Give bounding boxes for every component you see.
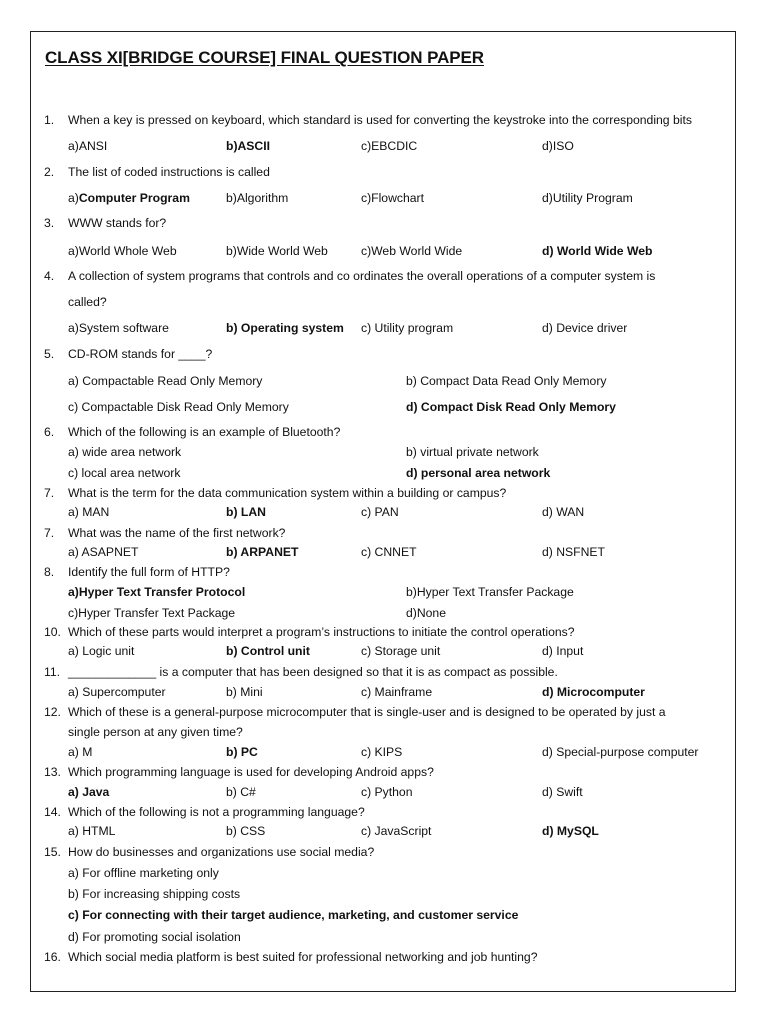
option: c) local area network	[68, 466, 181, 480]
option-correct: a) Java	[68, 785, 110, 799]
option-correct: d) personal area network	[406, 466, 551, 480]
option: c)Hyper Transfer Text Package	[68, 606, 236, 620]
question-number: 4.	[44, 269, 55, 283]
option: d) Swift	[542, 785, 583, 799]
option-correct: b) Operating system	[226, 321, 344, 335]
option: a)World Whole Web	[68, 244, 177, 258]
option: c)Flowchart	[361, 191, 424, 205]
option: b) C#	[226, 785, 256, 799]
option-correct: b) LAN	[226, 505, 266, 519]
question-text: What was the name of the first network?	[68, 526, 286, 540]
option: c) PAN	[361, 505, 399, 519]
question-text: A collection of system programs that controls and co ordinates the overall operations of a computer system is	[68, 269, 656, 283]
question-number: 7.	[44, 486, 55, 500]
correct-answer: Computer Program	[78, 191, 190, 205]
question-text: Which of the following is an example of Bluetooth?	[68, 425, 341, 439]
question-number: 13.	[44, 765, 61, 779]
question-number: 2.	[44, 165, 55, 179]
question-text: Which of the following is not a programming language?	[68, 805, 365, 819]
option: a) M	[68, 745, 93, 759]
question-text: WWW stands for?	[68, 216, 167, 230]
option: c) Utility program	[361, 321, 454, 335]
option: b)Wide World Web	[226, 244, 328, 258]
question-number: 10.	[44, 625, 61, 639]
question-text: Which social media platform is best suited for professional networking and job hunting?	[68, 950, 538, 964]
option-correct: d) Compact Disk Read Only Memory	[406, 400, 616, 414]
option-correct: d) MySQL	[542, 824, 599, 838]
option: d) Special-purpose computer	[542, 745, 699, 759]
option: a) ASAPNET	[68, 545, 139, 559]
option: c) Python	[361, 785, 413, 799]
option: c)Web World Wide	[361, 244, 463, 258]
option: d) Input	[542, 644, 584, 658]
option: c) KIPS	[361, 745, 403, 759]
question-number: 8.	[44, 565, 55, 579]
question-number: 7.	[44, 526, 55, 540]
option: c) CNNET	[361, 545, 417, 559]
option-correct: c) For connecting with their target audience, marketing, and customer service	[68, 908, 519, 922]
option-correct: b) PC	[226, 745, 258, 759]
question-number: 14.	[44, 805, 61, 819]
option: c) Storage unit	[361, 644, 441, 658]
option: d) For promoting social isolation	[68, 930, 241, 944]
question-text: Which of these parts would interpret a program’s instructions to initiate the control operations?	[68, 625, 575, 639]
option: b) virtual private network	[406, 445, 539, 459]
option: d) NSFNET	[542, 545, 605, 559]
option: a) For offline marketing only	[68, 866, 219, 880]
paper-title: CLASS XI[BRIDGE COURSE] FINAL QUESTION PAPER	[45, 48, 484, 67]
option: a) MAN	[68, 505, 110, 519]
option-correct: b) ARPANET	[226, 545, 299, 559]
option: d) Device driver	[542, 321, 628, 335]
question-text: CD-ROM stands for ____?	[68, 347, 213, 361]
option: a) Compactable Read Only Memory	[68, 374, 263, 388]
option: a) HTML	[68, 824, 116, 838]
option-correct: b)ASCII	[226, 139, 271, 153]
question-text: The list of coded instructions is called	[68, 165, 270, 179]
option: a)ANSI	[68, 139, 108, 153]
question-text: Which programming language is used for developing Android apps?	[68, 765, 434, 779]
option: a) wide area network	[68, 445, 182, 459]
option-correct: d) World Wide Web	[542, 244, 653, 258]
option: b) For increasing shipping costs	[68, 887, 241, 901]
question-text: What is the term for the data communication system within a building or campus?	[68, 486, 507, 500]
question-number: 3.	[44, 216, 55, 230]
option: a) Supercomputer	[68, 685, 166, 699]
option: a) Logic unit	[68, 644, 135, 658]
option: d)None	[406, 606, 446, 620]
option: c) JavaScript	[361, 824, 432, 838]
question-text: _____________ is a computer that has been designed so that it is as compact as possible.	[68, 665, 558, 679]
question-text-cont: single person at any given time?	[68, 725, 243, 739]
option: c)EBCDIC	[361, 139, 418, 153]
question-number: 1.	[44, 113, 55, 127]
question-number: 6.	[44, 425, 55, 439]
question-text: Identify the full form of HTTP?	[68, 565, 230, 579]
option: c) Mainframe	[361, 685, 433, 699]
option-correct: a)Hyper Text Transfer Protocol	[68, 585, 246, 599]
question-number: 12.	[44, 705, 61, 719]
question-number: 11.	[44, 665, 61, 679]
question-text: Which of these is a general-purpose microcomputer that is single-user and is designed to be operated by just a	[68, 705, 666, 719]
option: d) WAN	[542, 505, 585, 519]
question-text: How do businesses and organizations use social media?	[68, 845, 375, 859]
option: b)Hyper Text Transfer Package	[406, 585, 574, 599]
option: b) Compact Data Read Only Memory	[406, 374, 607, 388]
question-text: When a key is pressed on keyboard, which standard is used for converting the keystroke into the corresponding bits	[68, 113, 692, 127]
option-correct: a)Computer Program	[68, 191, 190, 205]
option: d)ISO	[542, 139, 574, 153]
option-correct: d) Microcomputer	[542, 685, 645, 699]
option: b) Mini	[226, 685, 263, 699]
question-number: 16.	[44, 950, 61, 964]
question-text-cont: called?	[68, 295, 107, 309]
option: d)Utility Program	[542, 191, 633, 205]
question-number: 15.	[44, 845, 61, 859]
option: a)System software	[68, 321, 169, 335]
option: b) CSS	[226, 824, 266, 838]
option-correct: b) Control unit	[226, 644, 310, 658]
option: c) Compactable Disk Read Only Memory	[68, 400, 289, 414]
option: b)Algorithm	[226, 191, 289, 205]
question-number: 5.	[44, 347, 55, 361]
